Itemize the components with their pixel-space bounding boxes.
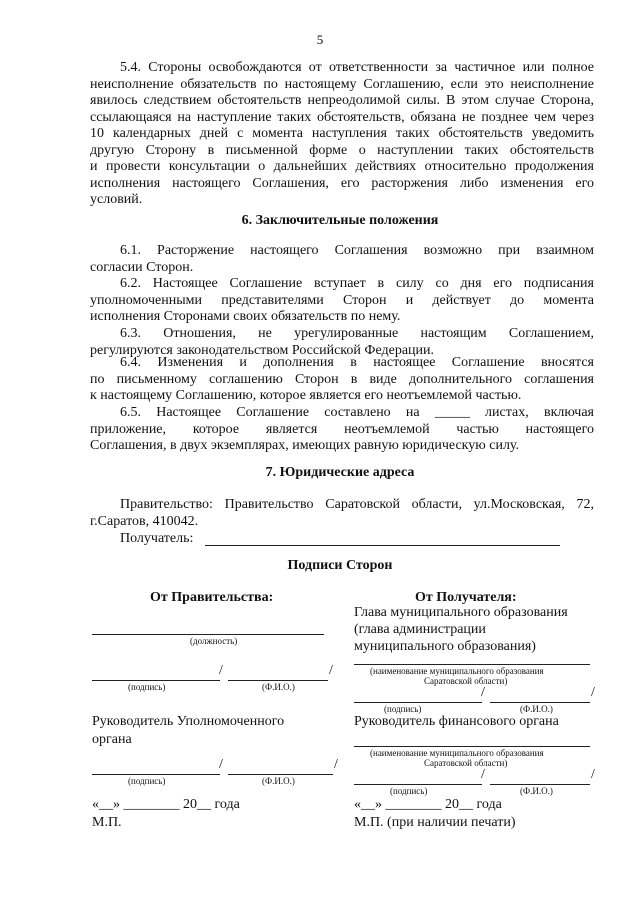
clause-line: по письменному соглашению Сторон в виде дополнительного соглашения: [90, 371, 594, 387]
date-line-right: «__» ________ 20__ года: [354, 797, 502, 812]
clause-line: уполномоченными представителями Сторон и действует до момента: [90, 292, 594, 308]
signature-caption-right: (подпись): [384, 704, 422, 714]
seal-label: М.П.: [92, 815, 122, 830]
recipient-blank-line: [205, 545, 560, 546]
signature-line: [92, 680, 220, 681]
slash-separator: /: [219, 663, 223, 678]
municipality-name-line: [354, 664, 590, 665]
municipality-caption-2: Саратовской области): [424, 758, 508, 768]
fio-caption-2: (Ф.И.О.): [262, 776, 295, 786]
head-line: (глава администрации: [354, 622, 486, 637]
municipality-caption: (наименование муниципального образования: [370, 666, 544, 676]
clause-line: согласии Сторон.: [90, 259, 194, 275]
clause-5-4: [90, 60, 594, 209]
clause-line: неисполнение обязательств по настоящему Соглашению, если это неисполнение: [90, 76, 594, 92]
fio-caption-right-2: (Ф.И.О.): [520, 786, 553, 796]
slash-separator: /: [334, 757, 338, 772]
signature-caption-right-2: (подпись): [390, 786, 428, 796]
clause-line: условий.: [90, 192, 143, 207]
fio-line-2: [228, 774, 333, 775]
clause-line: явилось следствием обстоятельств непреодолимой силы. В этом случае Сторона,: [90, 93, 594, 108]
clause-line: 10 календарных дней с момента наступления таких обстоятельств уведомить: [90, 126, 594, 141]
clause-line: к настоящему Соглашению, которое является его неотъемлемой частью.: [90, 388, 522, 403]
slash-separator: /: [481, 767, 485, 782]
signatures-heading: Подписи Сторон: [287, 558, 393, 573]
page-number: 5: [316, 32, 324, 47]
auth-body-line: Руководитель Уполномоченного: [92, 714, 285, 729]
section-6-heading: 6. Заключительные положения: [241, 213, 439, 228]
clause-line: 6.3. Отношения, не урегулированные настоящим Соглашением,: [120, 326, 594, 341]
fio-line-right-2: [490, 784, 590, 785]
clause-6-5: [90, 405, 594, 455]
clause-6-2: [90, 276, 594, 326]
seal-label-right: М.П. (при наличии печати): [354, 815, 516, 830]
left-party-title: От Правительства:: [150, 590, 274, 605]
head-line: муниципального образования): [354, 639, 536, 654]
slash-separator: /: [219, 757, 223, 772]
clause-line: регулируются законодательством Российской Федерации.: [90, 342, 435, 358]
municipality-name-line-2: [354, 746, 590, 747]
section-7-heading: 7. Юридические адреса: [265, 465, 415, 480]
signature-caption-2: (подпись): [128, 776, 166, 786]
clause-line: исполнения настоящего Соглашения, его расторжения либо изменения его: [90, 175, 594, 191]
fio-caption-right: (Ф.И.О.): [520, 704, 553, 714]
slash-separator: /: [481, 685, 485, 700]
fio-line-right: [490, 702, 590, 703]
gov-address: [90, 497, 594, 530]
right-party-title: От Получателя:: [415, 590, 517, 605]
clause-line: ссылающаяся на наступление таких обстоятельств, обязана не позднее чем через: [90, 109, 594, 125]
slash-separator: /: [591, 767, 595, 782]
auth-body-line: органа: [92, 732, 132, 747]
clause-line: другую Сторону в письменной форме о наступлении таких обстоятельств: [90, 142, 594, 158]
slash-separator: /: [591, 685, 595, 700]
clause-line: приложение, которое является неотъемлемой частью настоящего: [90, 421, 594, 437]
recipient-label: Получатель:: [120, 531, 194, 546]
date-line: «__» ________ 20__ года: [92, 797, 240, 812]
clause-line: и провести консультации о дальнейших действиях относительно продолжения: [90, 159, 594, 174]
signature-caption: (подпись): [128, 682, 166, 692]
address-line: Правительство: Правительство Саратовской области, ул.Московская, 72,: [120, 497, 594, 512]
clause-line: 6.5. Настоящее Соглашение составлено на _____ листах, включая: [120, 405, 594, 420]
clause-6-4: [90, 355, 594, 405]
clause-6-1: [90, 243, 594, 276]
position-caption: (должность): [190, 636, 238, 646]
position-line: [92, 634, 324, 635]
slash-separator: /: [329, 663, 333, 678]
clause-line: 5.4. Стороны освобождаются от ответственности за частичное или полное: [120, 60, 594, 75]
fio-line: [228, 680, 328, 681]
clause-line: 6.4. Изменения и дополнения в настоящее Соглашение вносятся: [120, 355, 594, 370]
fin-body-title: Руководитель финансового органа: [354, 714, 559, 729]
clause-line: 6.1. Расторжение настоящего Соглашения возможно при взаимном: [120, 243, 594, 258]
municipality-caption-2: (наименование муниципального образования: [370, 748, 544, 758]
head-line: Глава муниципального образования: [354, 605, 568, 620]
clause-line: Соглашения, в двух экземплярах, имеющих равную юридическую силу.: [90, 438, 520, 453]
signature-line-right: [354, 702, 482, 703]
signature-line-right-2: [354, 784, 482, 785]
clause-line: исполнения Сторонами своих обязательств по нему.: [90, 309, 401, 324]
signature-line-2: [92, 774, 220, 775]
clause-line: 6.2. Настоящее Соглашение вступает в силу со дня его подписания: [120, 276, 594, 291]
address-line: г.Саратов, 410042.: [90, 513, 199, 529]
municipality-caption: Саратовской области): [424, 676, 508, 686]
fio-caption: (Ф.И.О.): [262, 682, 295, 692]
